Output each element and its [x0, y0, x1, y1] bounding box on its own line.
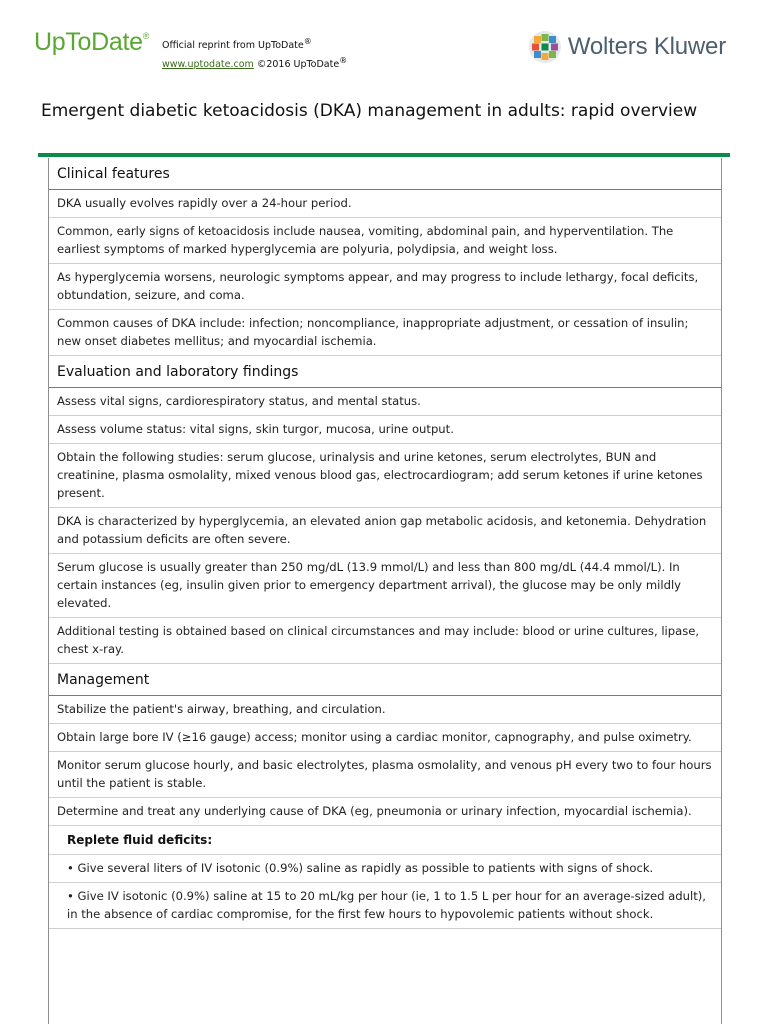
reprint-notice: [162, 34, 347, 72]
table-row: Monitor serum glucose hourly, and basic electrolytes, plasma osmolality, and venous pH every two to four hours until the patient is stable.: [49, 752, 721, 798]
table-row: Serum glucose is usually greater than 250 mg/dL (13.9 mmol/L) and less than 800 mg/dL (44.4 mmol/L). In certain instances (eg, insulin given prior to emergency department arrival), the glucose may be only mildly elevated.: [49, 554, 721, 618]
reprint-line: Official reprint from UpToDate: [162, 40, 304, 52]
page-title: Emergent diabetic ketoacidosis (DKA) management in adults: rapid overview: [41, 101, 698, 121]
page-header: [0, 0, 768, 90]
table-row: Determine and treat any underlying cause of DKA (eg, pneumonia or urinary infection, myocardial ischemia).: [49, 798, 721, 826]
table-row: Common causes of DKA include: infection; noncompliance, inappropriate adjustment, or cessation of insulin; new onset diabetes mellitus; and myocardial ischemia.: [49, 310, 721, 356]
wolters-kluwer-logo[interactable]: [528, 30, 726, 64]
uptodate-link[interactable]: www.uptodate.com: [162, 59, 254, 71]
section-heading-clinical: Clinical features: [49, 158, 721, 190]
wolters-kluwer-globe-icon: [528, 30, 562, 64]
uptodate-logo-reg: ®: [142, 31, 150, 41]
table-row: Obtain large bore IV (≥16 gauge) access; monitor using a cardiac monitor, capnography, and pulse oximetry.: [49, 724, 721, 752]
table-row: Assess volume status: vital signs, skin turgor, mucosa, urine output.: [49, 416, 721, 444]
table-row: DKA usually evolves rapidly over a 24-hour period.: [49, 190, 721, 218]
section-heading-evaluation: Evaluation and laboratory findings: [49, 356, 721, 388]
uptodate-logo[interactable]: [34, 28, 149, 57]
table-row: Additional testing is obtained based on clinical circumstances and may include: blood or urine cultures, lipase, chest x-ray.: [49, 618, 721, 664]
table-row: As hyperglycemia worsens, neurologic symptoms appear, and may progress to include lethargy, focal deficits, obtundation, seizure, and coma.: [49, 264, 721, 310]
bullet-item: • Give several liters of IV isotonic (0.9%) saline as rapidly as possible to patients with signs of shock.: [49, 855, 721, 883]
subheading-fluid-deficits: Replete fluid deficits:: [49, 826, 721, 855]
bullet-item: • Give IV isotonic (0.9%) saline at 15 to 20 mL/kg per hour (ie, 1 to 1.5 L per hour for an average-sized adult), in the absence of cardiac compromise, for the first few hours to hypovolemic patients without shock.: [49, 883, 721, 929]
title-divider: [38, 153, 730, 157]
copyright-text: ©2016 UpToDate: [256, 59, 340, 71]
table-row: Common, early signs of ketoacidosis include nausea, vomiting, abdominal pain, and hyperventilation. The earliest symptoms of marked hyperglycemia are polyuria, polydipsia, and weight loss.: [49, 218, 721, 264]
uptodate-logo-text: UpToDate: [34, 28, 143, 56]
wolters-kluwer-text: Wolters Kluwer: [567, 33, 726, 60]
section-heading-management: Management: [49, 664, 721, 696]
copyright-reg: ®: [339, 56, 348, 66]
table-row: Stabilize the patient's airway, breathing, and circulation.: [49, 696, 721, 724]
table-row: Obtain the following studies: serum glucose, urinalysis and urine ketones, serum electrolytes, BUN and creatinine, plasma osmolality, mixed venous blood gas, electrocardiogram; add serum ketones if urine ketones present.: [49, 444, 721, 508]
table-row: DKA is characterized by hyperglycemia, an elevated anion gap metabolic acidosis, and ketonemia. Dehydration and potassium deficits are often severe.: [49, 508, 721, 554]
overview-table: [48, 158, 722, 1024]
table-row: Assess vital signs, cardiorespiratory status, and mental status.: [49, 388, 721, 416]
reprint-reg: ®: [303, 37, 312, 46]
